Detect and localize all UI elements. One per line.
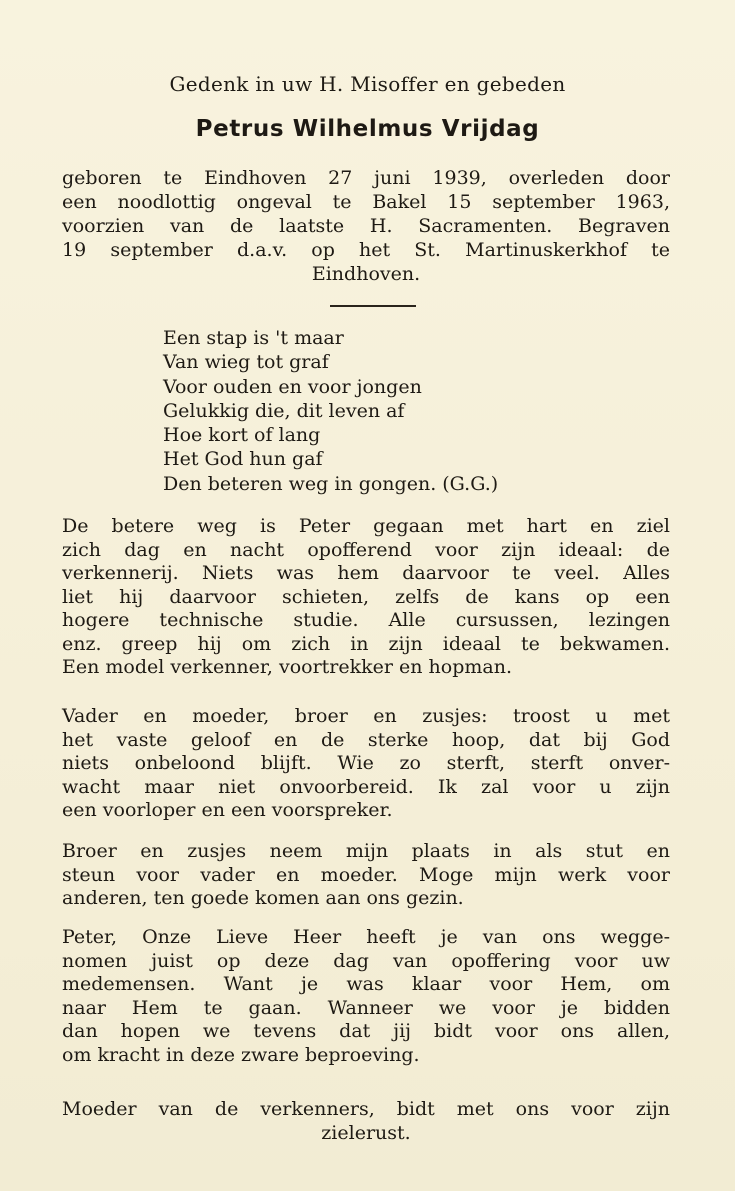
bio-line-3: voorzien van de laatste H. Sacramenten. Begraven [62, 215, 670, 237]
poem-line: Het God hun gaf [163, 448, 323, 471]
text-line: niets onbeloond blijft. Wie zo sterft, sterft onver- [62, 752, 670, 774]
poem-line: Den beteren weg in gongen. (G.G.) [163, 472, 499, 495]
closing-line-1: Moeder van de verkenners, bidt met ons voor zijn [62, 1098, 670, 1120]
poem-line: Voor ouden en voor jongen [163, 375, 422, 398]
closing-prayer [62, 1097, 670, 1145]
text-line: Vader en moeder, broer en zusjes: troost u met [62, 705, 670, 727]
text-line: anderen, ten goede komen aan ons gezin. [62, 887, 464, 909]
poem-line: Een stap is 't maar [163, 327, 344, 349]
text-line: het vaste geloof en de sterke hoop, dat bij God [62, 728, 670, 751]
paragraph-2 [62, 705, 670, 823]
bio-line-4: 19 september d.a.v. op het St. Martinuskerkhof te [62, 239, 670, 261]
deceased-name: Petrus Wilhelmus Vrijdag [195, 116, 540, 142]
text-line: nomen juist op deze dag van opoffering voor uw [62, 949, 670, 972]
closing-line-2: zielerust. [321, 1122, 411, 1144]
text-line: Peter, Onze Lieve Heer heeft je van ons wegge- [62, 926, 670, 948]
text-line: enz. greep hij om zich in zijn ideaal te bekwamen. [62, 632, 670, 655]
text-line: hogere technische studie. Alle cursussen, lezingen [62, 609, 670, 631]
paragraph-4 [62, 926, 670, 1067]
poem [163, 326, 623, 496]
paragraph-1 [62, 515, 670, 680]
text-line: liet hij daarvoor schieten, zelfs de kans op een [62, 585, 670, 608]
text-line: medemensen. Want je was klaar voor Hem, om [62, 973, 670, 995]
poem-line: Hoe kort of lang [163, 424, 321, 447]
poem-line: Van wieg tot graf [163, 351, 329, 374]
bio-line-1: geboren te Eindhoven 27 juni 1939, overleden door [62, 167, 670, 189]
text-line: verkennerij. Niets was hem daarvoor te veel. Alles [62, 562, 670, 584]
text-line: wacht maar niet onvoorbereid. Ik zal voor u zijn [62, 775, 670, 798]
biography [62, 166, 670, 286]
bio-line-5: Eindhoven. [311, 263, 421, 285]
text-line: steun voor vader en moeder. Moge mijn werk voor [62, 863, 670, 886]
text-line: Broer en zusjes neem mijn plaats in als stut en [62, 840, 670, 862]
bio-line-2: een noodlottig ongeval te Bakel 15 september 1963, [62, 191, 670, 213]
text-line: Een model verkenner, voortrekker en hopman. [62, 656, 513, 678]
divider [330, 305, 416, 307]
card-header: Gedenk in uw H. Misoffer en gebeden [169, 72, 566, 96]
text-line: dan hopen we tevens dat jij bidt voor ons allen, [62, 1020, 670, 1042]
poem-line: Gelukkig die, dit leven af [163, 399, 405, 422]
text-line: zich dag en nacht opofferend voor zijn ideaal: de [62, 538, 670, 561]
text-line: De betere weg is Peter gegaan met hart en ziel [62, 515, 670, 537]
text-line: om kracht in deze zware beproeving. [62, 1043, 420, 1066]
text-line: naar Hem te gaan. Wanneer we voor je bidden [62, 996, 670, 1019]
paragraph-3 [62, 840, 670, 911]
text-line: een voorloper en een voorspreker. [62, 799, 393, 821]
